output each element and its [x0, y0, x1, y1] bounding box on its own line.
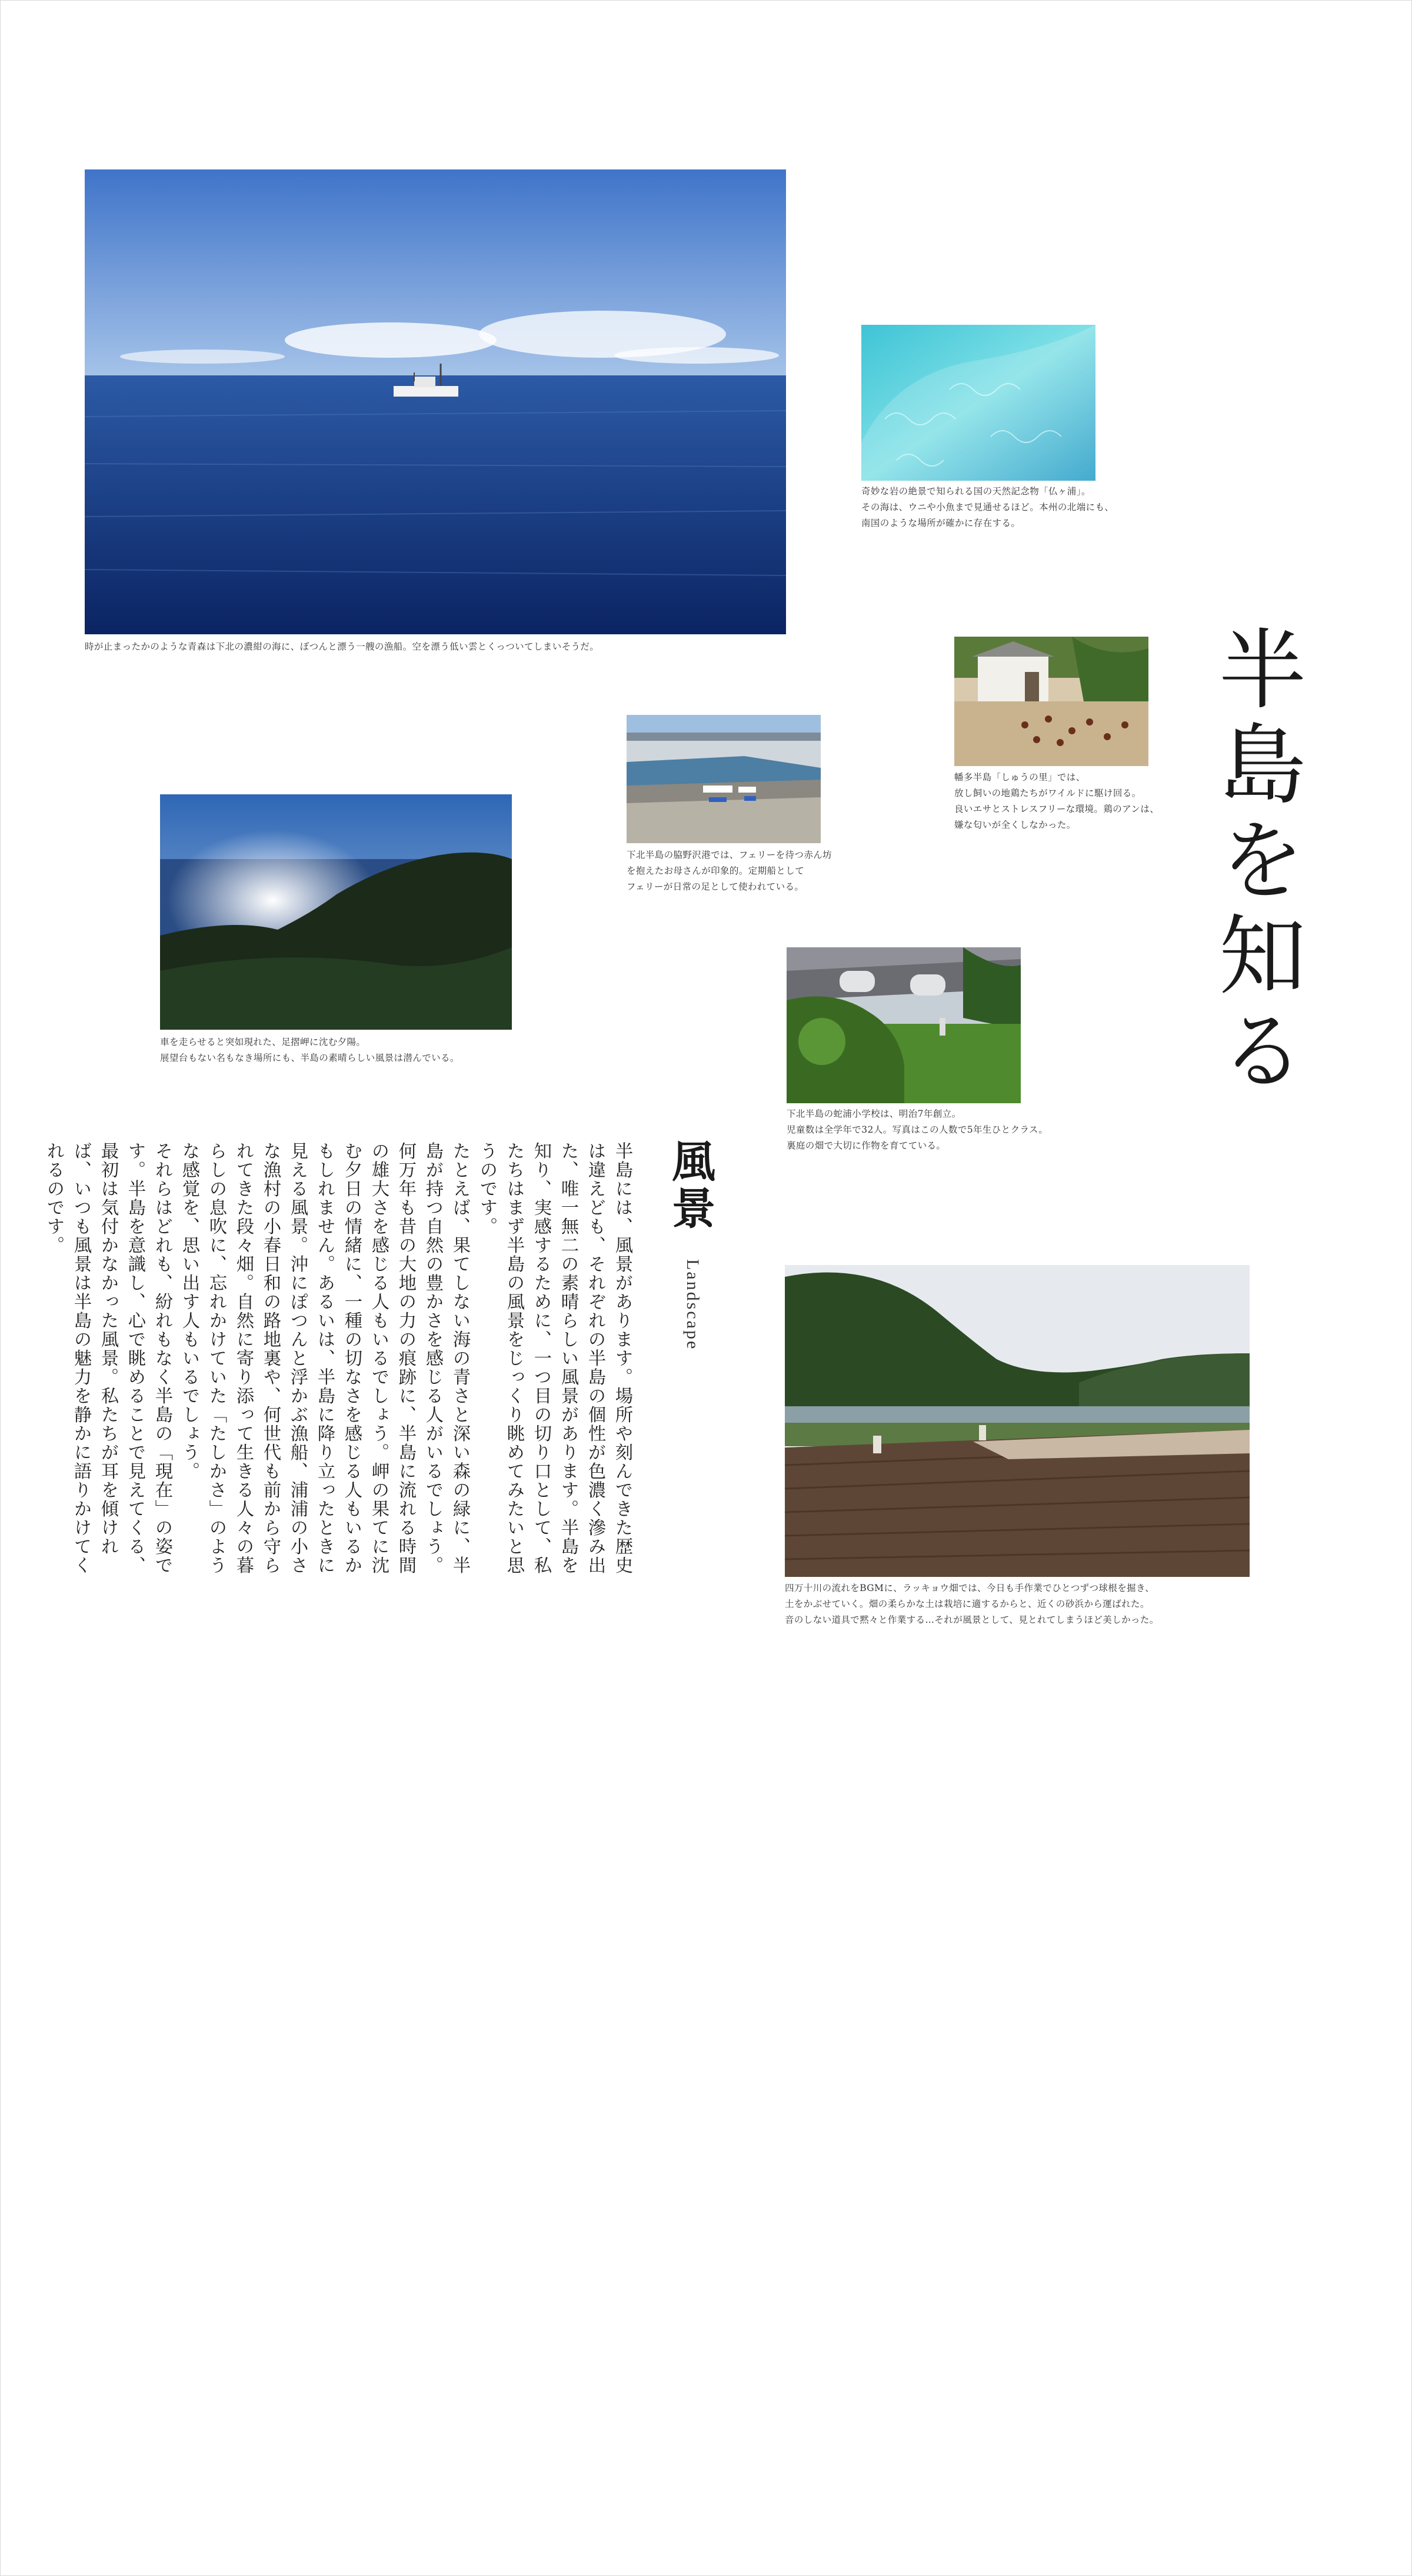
photo-caption: 時が止まったかのような青森は下北の濃紺の海に、ぽつんと漂う一艘の漁船。空を漂う低い雲とくっついてしまいそうだ。 — [85, 641, 600, 652]
photo-field-plowing — [785, 1265, 1250, 1577]
page-title: 半島を知る — [1205, 624, 1306, 1100]
photo-chickens-farm — [954, 637, 1148, 766]
photo-caption: 幡多半島「しゅうの里」では、 放し飼いの地鶏たちがワイルドに駆け回る。 良いエサとストレスフリーな環境。鶏のアンは、 嫌な匂いが全くしなかった。 — [954, 772, 1160, 830]
photo-caption: 車を走らせると突如現れた、足摺岬に沈む夕陽。 展望台もない名もなき場所にも、半島の素晴らしい風景は潜んでいる。 — [160, 1037, 459, 1063]
photo-caption: 四万十川の流れをBGMに、ラッキョウ畑では、今日も手作業でひとつずつ球根を掘き、 土をかぶせていく。畑の柔らかな土は栽培に適するからと、近くの砂浜から運ばれた。 音のしない道具で黙々と作業する…それが風景として、見とれてしまうほど美しかった。 — [785, 1583, 1159, 1625]
photo-caption: 下北半島の蛇浦小学校は、明治7年創立。 児童数は全学年で32人。写真はこの人数で5年生ひとクラス。 裏庭の畑で大切に作物を育てている。 — [787, 1109, 1048, 1151]
photo-fishing-boat-sea — [85, 169, 786, 634]
photo-cape-sunset — [160, 794, 512, 1030]
photo-caption: 奇妙な岩の絶景で知られる国の天然記念物「仏ヶ浦」。 その海は、ウニや小魚まで見通せるほど。本州の北端にも、 南国のような場所が確かに存在する。 — [861, 486, 1114, 528]
section-heading: 風景 — [665, 1139, 715, 1233]
section-subheading: Landscape — [683, 1259, 702, 1351]
body-text: 半島には、風景があります。場所や刻んできた歴史は違えども、それぞれの半島の個性が色濃く滲み出た、唯一無二の素晴らしい風景があります。半島を知り、実感するために、一つ目の切り口として、私たちはまず半島の風景をじっくり眺めてみたいと思うのです。 たとえば、果てしない海の青さと深い森の緑に、半島が持つ自然の豊かさを感じる人がいるでしょう。何万年も昔の大地の力の痕跡に、半島に流れる時間の雄大さを感じる人もいるでしょう。岬の果てに沈む夕日の情緒に、一種の切なさを感じる人もいるかもしれません。あるいは、半島に降り立ったときに見える風景。沖にぽつんと浮かぶ漁船、浦浦の小さな漁村の小春日和の路地裏や、何世代も前から守られてきた段々畑。自然に寄り添って生きる人々の暮らしの息吹に、忘れかけていた「たしかさ」のような感覚を、思い出す人もいるでしょう。 それらはどれも、紛れもなく半島の「現在」の姿です。半島を意識し、心で眺めることで見えてくる、最初は気付かなかった風景。私たちが耳を傾ければ、いつも風景は半島の魅力を静かに語りかけてくれるのです。 — [44, 1141, 632, 1575]
photo-clear-sea-surface — [861, 325, 1095, 481]
photo-school-garden — [787, 947, 1021, 1103]
photo-harbor-ferry — [627, 715, 821, 843]
photo-caption: 下北半島の脇野沢港では、フェリーを待つ赤ん坊 を抱えたお母さんが印象的。定期船として フェリーが日常の足として使われている。 — [627, 850, 832, 892]
